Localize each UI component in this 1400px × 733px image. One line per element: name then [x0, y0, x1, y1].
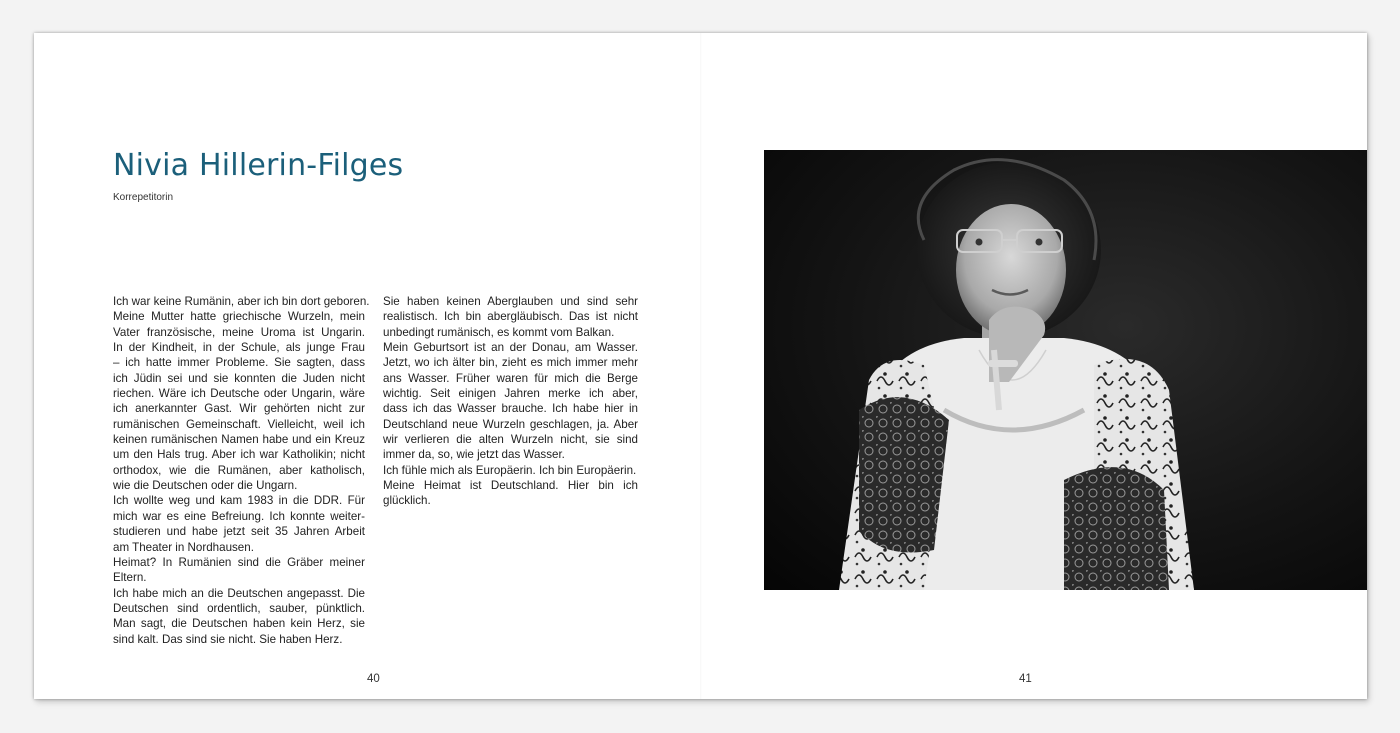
text-line: Sie haben keinen Aberglauben und sind sehr [383, 295, 638, 308]
text-line: Deutschland neue Wurzeln geschlagen, ja. Aber [383, 417, 638, 431]
text-column-left [113, 294, 370, 647]
text-line: glücklich. [383, 494, 431, 508]
text-line: ich Jüdin sei und sie konnten die Juden nicht [113, 371, 365, 385]
text-line: Jetzt, wo ich älter bin, zieht es mich immer mehr [383, 356, 638, 370]
text-line: studieren und habe jetzt seit 35 Jahren Arbeit [113, 525, 365, 539]
text-line: wir verlieren die alten Wurzeln nicht, sie sind [383, 433, 638, 447]
page-title: Nivia Hillerin-Filges [113, 148, 404, 183]
text-line: Man sagt, die Deutschen haben kein Herz, sie [113, 617, 365, 631]
text-line: realistisch. Ich bin abergläubisch. Das ist nicht [383, 310, 638, 324]
text-line: immer da, so, wie jetzt das Wasser. [383, 448, 565, 462]
text-line: keinen rumänischen Namen habe und ein Kreuz [113, 433, 365, 447]
text-line: wie die Deutschen oder die Ungarn. [113, 479, 298, 493]
text-column-right [383, 294, 638, 509]
text-line: Ich war keine Rumänin, aber ich bin dort geboren. [113, 295, 370, 308]
text-line: wichtig. Seit einigen Jahren merke ich aber, [383, 387, 638, 401]
text-line: Ich fühle mich als Europäerin. Ich bin Europäerin. [383, 463, 637, 477]
text-line: unbedingt rumänisch, es kommt vom Balkan. [383, 325, 615, 339]
page-number-left: 40 [367, 673, 380, 685]
text-line: orthodox, wie die Rumänen, aber katholisch, [113, 463, 365, 477]
text-line: Ich habe mich an die Deutschen angepasst. Die [113, 586, 365, 600]
page-subtitle: Korrepetitorin [113, 192, 174, 203]
text-line: Vater französische, meine Uroma ist Ungarin. [113, 325, 365, 339]
text-line: Heimat? In Rumänien sind die Gräber meiner [113, 555, 365, 569]
text-line: Mein Geburtsort ist an der Donau, am Wasser. [383, 341, 638, 355]
text-line: Meine Mutter hatte griechische Wurzeln, mein [113, 310, 365, 324]
text-line: sind kalt. Das sind sie nicht. Sie haben Herz. [113, 632, 343, 646]
text-line: um den Hals trug. Aber ich war Katholikin; nicht [113, 448, 365, 462]
text-line: rumänischen Gemeinschaft. Vielleicht, weil ich [113, 417, 365, 431]
portrait-illustration [764, 150, 1367, 590]
text-line: – ich hatte immer Probleme. Sie sagten, dass [113, 356, 365, 370]
text-line: dass ich das Wasser brauche. Ich habe hier in [383, 402, 638, 416]
text-line: Deutschen sind ordentlich, sauber, pünktlich. [113, 601, 365, 615]
text-line: In der Kindheit, in der Schule, als junge Frau [113, 341, 365, 355]
text-line: Eltern. [113, 571, 147, 585]
page-number-right: 41 [1019, 673, 1032, 685]
text-line: ich anerkannter Gast. Wir gehörten nicht zur [113, 402, 365, 416]
text-line: ans Wasser. Früher waren für mich die Berge [383, 371, 638, 385]
text-line: Ich wollte weg und kam 1983 in die DDR. Für [113, 494, 365, 508]
text-line: Meine Heimat ist Deutschland. Hier bin ich [383, 479, 638, 493]
text-line: mich war es eine Befreiung. Ich konnte weiter- [113, 509, 365, 523]
gutter [700, 33, 702, 699]
portrait-photo [764, 150, 1367, 590]
text-line: am Theater in Nordhausen. [113, 540, 254, 554]
text-line: riechen. Wäre ich Deutsche oder Ungarin, wäre [113, 387, 365, 401]
